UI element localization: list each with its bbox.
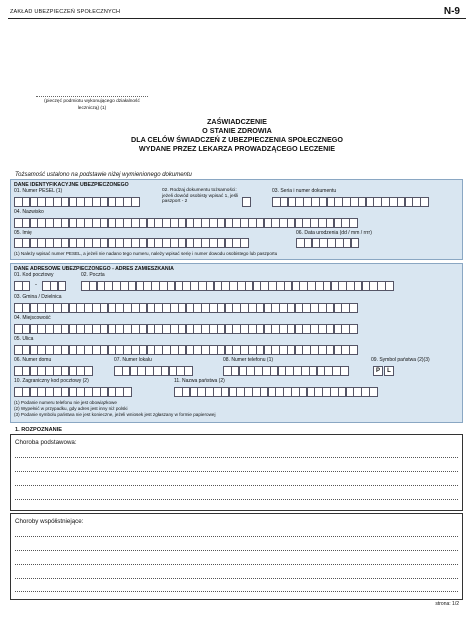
diagnosis-heading: 1. ROZPOZNANIE: [15, 427, 62, 433]
country-symbol-input[interactable]: [373, 366, 395, 376]
address-heading: DANE ADRESOWE UBEZPIECZONEGO - ADRES ZAMIESZKANIA: [14, 266, 174, 272]
birth-date-input[interactable]: [296, 238, 358, 248]
form-code: N-9: [443, 6, 460, 17]
stamp-caption: (pieczęć podmiotu wykonującego działalność leczniczą) (1): [44, 99, 140, 111]
address-note-3: (3) Podanie symbolu państwa nie jest konieczne, jeżeli wniosek jest zgłaszany w formie papierowej: [14, 412, 216, 417]
char-cell[interactable]: [240, 238, 249, 248]
char-cell[interactable]: [349, 303, 358, 313]
char-cell[interactable]: [123, 387, 132, 397]
char-cell[interactable]: [369, 387, 378, 397]
char-cell[interactable]: [351, 238, 360, 248]
char-cell[interactable]: [84, 366, 93, 376]
address-note-2: (2) Wypełnić w przypadku, gdy adres jest inny niż polski: [14, 406, 128, 411]
address-section: [10, 263, 463, 423]
writing-line: [15, 564, 458, 565]
char-cell[interactable]: [420, 197, 429, 207]
char-cell[interactable]: [349, 345, 358, 355]
identity-note: (1) Należy wpisać numer PESEL, a jeżeli nie nadano tego numeru, należy wpisać serię i numer dowodu osobistego lub paszportu: [14, 251, 278, 256]
comorbid-label: Choroby współistniejące:: [15, 518, 84, 525]
writing-line: [15, 550, 458, 551]
birth-date-label: 06. Data urodzenia (dd / mm / rrrr): [296, 230, 372, 236]
postcode-label: 01. Kod pocztowy: [14, 272, 54, 278]
postcode-input-a[interactable]: [14, 281, 30, 291]
doc-type-label: 02. Rodzaj dokumentu tożsamości: jeżeli dowód osobisty wpisać 1, jeśli paszport - 2: [162, 188, 239, 205]
town-input[interactable]: [14, 324, 357, 334]
municipality-label: 03. Gmina / Dzielnica: [14, 294, 62, 300]
foreign-postcode-input[interactable]: [14, 387, 131, 397]
pesel-input[interactable]: [14, 197, 139, 207]
surname-label: 04. Nazwisko: [14, 209, 44, 215]
char-cell[interactable]: [131, 197, 140, 207]
phone-input[interactable]: [223, 366, 348, 376]
comorbid-box[interactable]: [10, 513, 463, 600]
identity-section: [10, 179, 463, 260]
municipality-input[interactable]: [14, 303, 357, 313]
street-input[interactable]: [14, 345, 357, 355]
writing-line: [15, 578, 458, 579]
main-disease-label: Choroba podstawowa:: [15, 439, 77, 446]
char-cell[interactable]: [58, 281, 67, 291]
doc-series-label: 03. Seria i numer dokumentu: [272, 188, 337, 194]
title-line-2: O STANIE ZDROWIA: [202, 126, 272, 135]
title-line-4: WYDANE PRZEZ LEKARZA PROWADZĄCEGO LECZENIE: [138, 144, 336, 153]
writing-line: [15, 591, 458, 592]
postcode-input-b[interactable]: [42, 281, 65, 291]
phone-label: 08. Numer telefonu (1): [223, 357, 274, 363]
char-cell[interactable]: [385, 281, 394, 291]
char-cell[interactable]: [340, 366, 349, 376]
writing-line: [15, 536, 458, 537]
main-disease-box[interactable]: [10, 434, 463, 511]
name-label: 05. Imię: [14, 230, 32, 236]
house-number-input[interactable]: [14, 366, 92, 376]
doc-series-input[interactable]: [272, 197, 428, 207]
char-cell[interactable]: [349, 324, 358, 334]
name-input[interactable]: [14, 238, 248, 248]
identity-statement: Tożsamość ustalono na podstawie niżej wymienionego dokumentu: [15, 172, 192, 178]
pesel-label: 01. Numer PESEL (1): [14, 188, 63, 194]
country-symbol-letter-1: P: [373, 366, 383, 376]
char-cell[interactable]: [22, 281, 31, 291]
street-label: 05. Ulica: [14, 336, 34, 342]
char-cell[interactable]: [184, 366, 193, 376]
country-name-input[interactable]: [174, 387, 377, 397]
postcode-dash: -: [35, 282, 37, 288]
foreign-postcode-label: 10. Zagraniczny kod pocztowy (2): [14, 378, 89, 384]
flat-number-label: 07. Numer lokalu: [114, 357, 152, 363]
writing-line: [15, 457, 458, 458]
town-label: 04. Miejscowość: [14, 315, 51, 321]
title-line-3: DLA CELÓW ŚWIADCZEŃ Z UBEZPIECZENIA SPOŁECZNEGO: [131, 135, 343, 144]
header-rule: [8, 18, 466, 19]
institution-name: ZAKŁAD UBEZPIECZEŃ SPOŁECZNYCH: [10, 9, 121, 15]
country-symbol-letter-2: L: [384, 366, 394, 376]
doc-type-input[interactable]: [242, 197, 250, 207]
post-office-input[interactable]: [81, 281, 393, 291]
writing-line: [15, 471, 458, 472]
post-office-label: 02. Poczta: [81, 272, 105, 278]
stamp-dotted-line: [36, 96, 148, 97]
identity-heading: DANE IDENTYFIKACYJNE UBEZPIECZONEGO: [14, 182, 129, 188]
page-number: strona: 1/2: [435, 601, 459, 607]
writing-line: [15, 499, 458, 500]
flat-number-input[interactable]: [114, 366, 192, 376]
country-name-label: 11. Nazwa państwa (2): [174, 378, 225, 384]
country-symbol-label: 09. Symbol państwa (2)(3): [371, 357, 430, 363]
surname-input[interactable]: [14, 218, 357, 228]
address-note-1: (1) Podanie numeru telefonu nie jest obowiązkowe: [14, 400, 117, 405]
writing-line: [15, 485, 458, 486]
house-number-label: 06. Numer domu: [14, 357, 52, 363]
char-cell[interactable]: [349, 218, 358, 228]
document-title: [60, 117, 414, 153]
title-line-1: ZAŚWIADCZENIE: [207, 117, 267, 126]
